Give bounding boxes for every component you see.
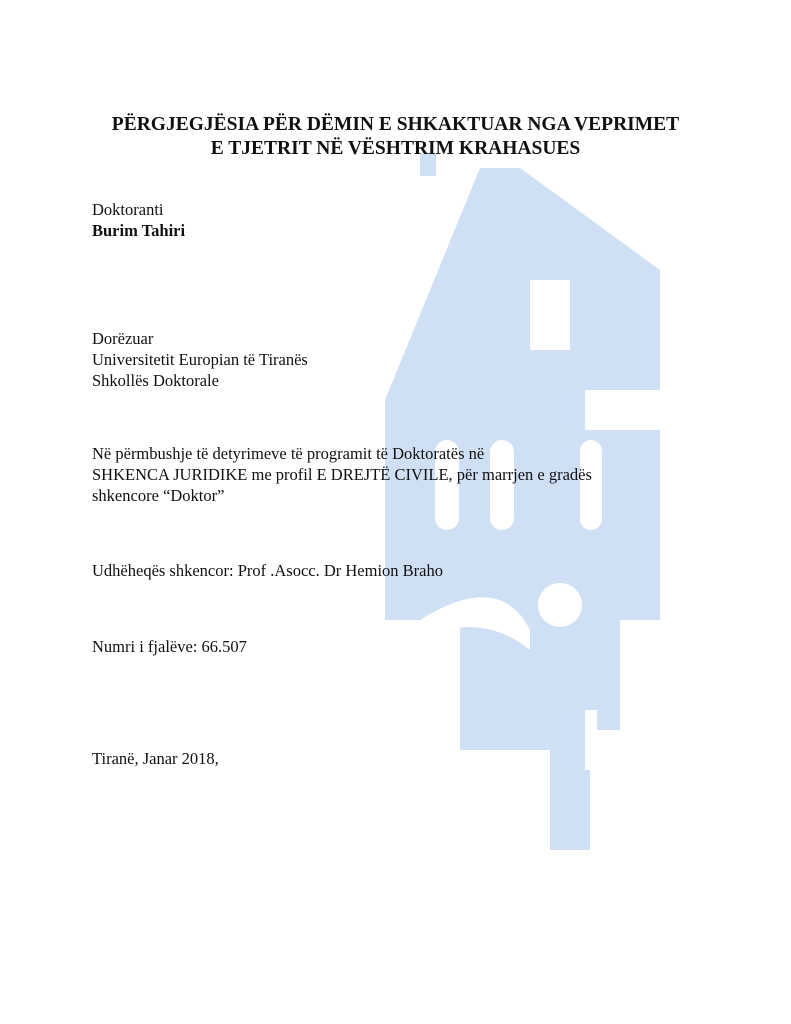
fulfillment-line-2: SHKENCA JURIDIKE me profil E DREJTË CIVILE, për marrjen e gradës: [92, 465, 592, 484]
word-count: Numri i fjalëve: 66.507: [92, 637, 247, 656]
candidate-label: Doktoranti: [92, 200, 164, 219]
fulfillment-line-3: shkencore “Doktor”: [92, 486, 225, 505]
candidate-name: Burim Tahiri: [92, 221, 186, 240]
title-line-2: E TJETRIT NË VËSHTRIM KRAHASUES: [210, 138, 581, 159]
place-date: Tiranë, Janar 2018,: [92, 749, 219, 768]
title-line-1: PËRGJEGJËSIA PËR DËMIN E SHKAKTUAR NGA VEPRIMET: [111, 114, 680, 135]
submitted-school: Shkollës Doktorale: [92, 371, 219, 390]
fulfillment-line-1: Në përmbushje të detyrimeve të programit të Doktoratës në: [92, 444, 485, 463]
document-title: [60, 113, 731, 161]
submitted-university: Universitetit Europian të Tiranës: [92, 350, 308, 369]
submitted-label: Dorëzuar: [92, 329, 154, 348]
supervisor-line: Udhëheqës shkencor: Prof .Asocc. Dr Hemion Braho: [92, 561, 443, 580]
